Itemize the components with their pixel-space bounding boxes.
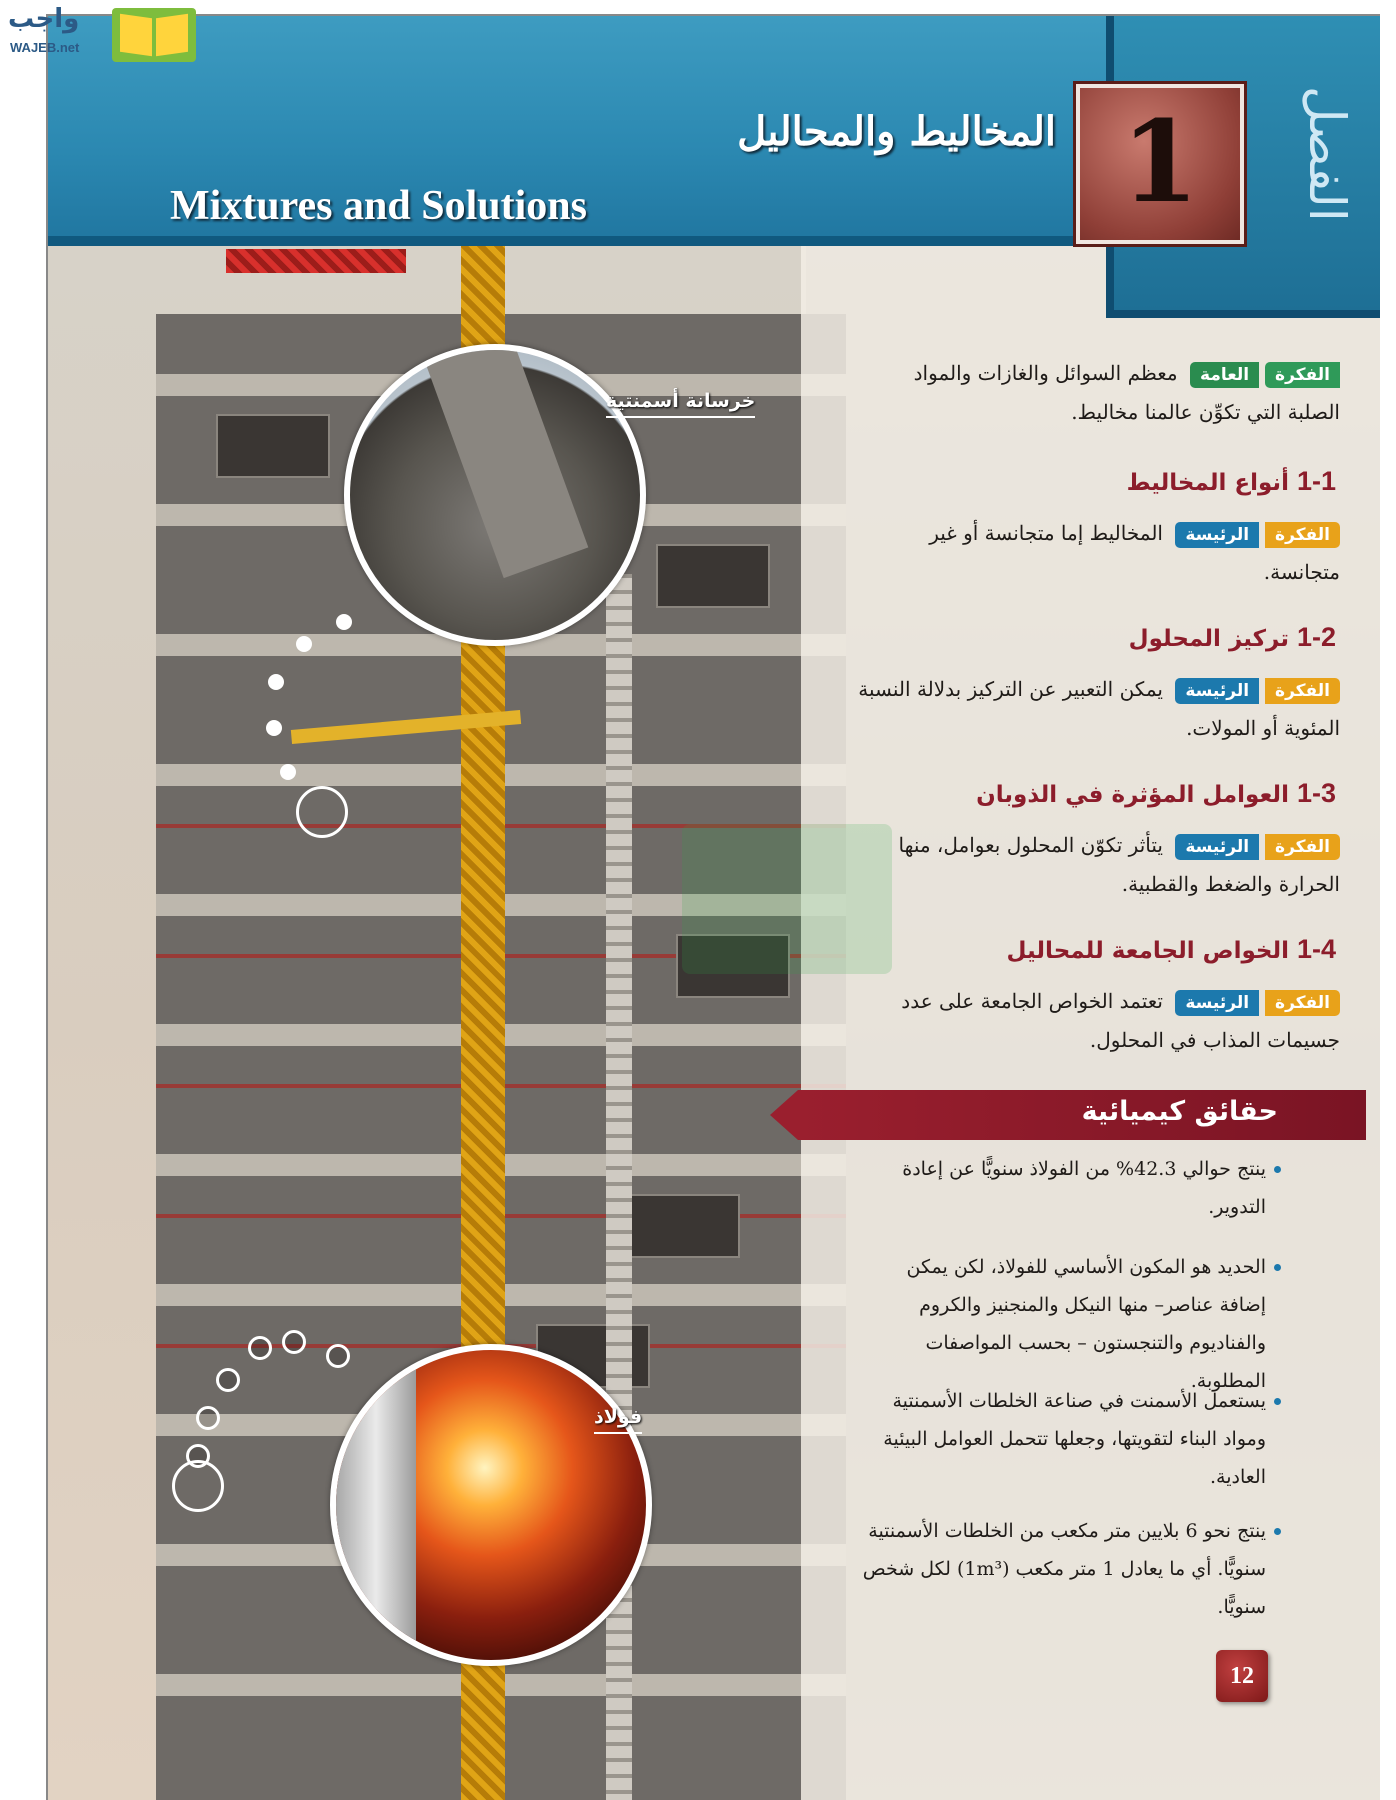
- section-text: الفكرةالرئيسة يمكن التعبير عن التركيز بدلالة النسبة المئوية أو المولات.: [858, 677, 1340, 740]
- page-number: 12: [1216, 1650, 1268, 1702]
- connector-dot: [326, 1344, 350, 1368]
- logo-english-text: WAJEB.net: [10, 40, 80, 55]
- section-heading: 1-4الخواص الجامعة للمحاليل: [1006, 934, 1336, 964]
- connector-dot: [336, 614, 352, 630]
- section-heading: 1-3العوامل المؤثرة في الذوبان: [976, 778, 1336, 808]
- connector-ring: [172, 1460, 224, 1512]
- bullet-icon: [1274, 1264, 1281, 1271]
- general-badge-1: الفكرة: [1265, 362, 1340, 388]
- general-idea-text: معظم السوائل والغازات والمواد الصلبة التي تكوِّن عالمنا مخاليط.: [913, 361, 1340, 424]
- section-heading: 1-2تركيز المحلول: [1128, 622, 1336, 652]
- general-badge-2: العامة: [1190, 362, 1259, 388]
- section-heading: 1-1أنواع المخاليط: [1126, 466, 1336, 496]
- concrete-photo: [344, 344, 646, 646]
- bullet-icon: [1274, 1166, 1281, 1173]
- steel-caption: فولاذ: [594, 1406, 642, 1434]
- steel-photo: [330, 1344, 652, 1666]
- fact-item: يستعمل الأسمنت في صناعة الخلطات الأسمنتية ومواد البناء لتقويتها، وجعلها تتحمل العوامل البيئية العادية.: [883, 1390, 1266, 1488]
- connector-ring: [296, 786, 348, 838]
- connector-dot: [280, 764, 296, 780]
- logo-arabic-text: واجب: [8, 4, 80, 34]
- connector-dot: [196, 1406, 220, 1430]
- chapter-title-english: Mixtures and Solutions: [170, 183, 587, 229]
- connector-dot: [266, 720, 282, 736]
- bullet-icon: [1274, 1398, 1281, 1405]
- connector-dot: [296, 636, 312, 652]
- chapter-number: 1: [1121, 97, 1199, 228]
- chapter-title-arabic: المخاليط والمحاليل: [737, 108, 1056, 155]
- fact-item: ينتج نحو 6 بلايين متر مكعب من الخلطات الأسمنتية سنويًّا. أي ما يعادل 1 متر مكعب (1m³) لكل شخص سنويًّا.: [862, 1520, 1266, 1618]
- page-frame: [46, 14, 48, 1800]
- bullet-icon: [1274, 1528, 1281, 1535]
- facts-title: حقائق كيميائية: [1081, 1096, 1278, 1127]
- section-text: الفكرةالرئيسة يتأثر تكوّن المحلول بعوامل، منها الحرارة والضغط والقطبية.: [898, 833, 1340, 896]
- connector-dot: [282, 1330, 306, 1354]
- book-icon: [112, 8, 196, 62]
- concrete-caption: خرسانة أسمنتية: [606, 390, 755, 418]
- fact-item: ينتج حوالي 42.3% من الفولاذ سنويًّا عن إعادة التدوير.: [902, 1158, 1266, 1218]
- general-idea: [856, 354, 1340, 432]
- section-text: الفكرةالرئيسة تعتمد الخواص الجامعة على عدد جسيمات المذاب في المحلول.: [901, 989, 1340, 1052]
- crane-jib: [226, 249, 406, 273]
- chapter-number-box: [1076, 84, 1244, 244]
- connector-dot: [216, 1368, 240, 1392]
- fact-item: الحديد هو المكون الأساسي للفولاذ، لكن يمكن إضافة عناصر– منها النيكل والمنجنيز والكروم والفناديوم والتنجستون – بحسب المواصفات المطلوبة.: [906, 1256, 1266, 1392]
- textbook-page: [46, 14, 1380, 1800]
- construction-lift: [606, 574, 632, 1800]
- connector-dot: [268, 674, 284, 690]
- chapter-label: الفصل: [1298, 86, 1356, 222]
- facts-banner: [798, 1090, 1366, 1140]
- page-frame: [46, 14, 1380, 16]
- wajeb-logo[interactable]: [8, 4, 188, 66]
- section-text: الفكرةالرئيسة المخاليط إما متجانسة أو غير متجانسة.: [929, 521, 1340, 584]
- connector-dot: [248, 1336, 272, 1360]
